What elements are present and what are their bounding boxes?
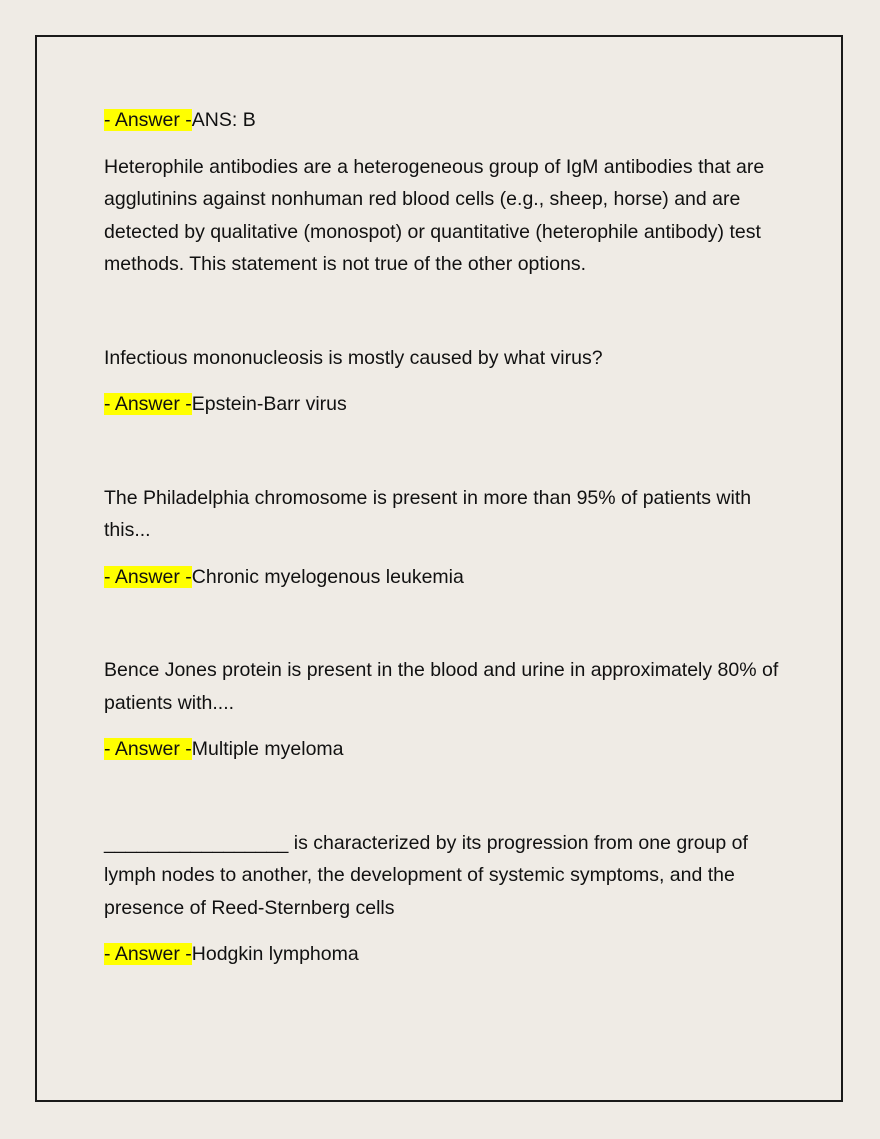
- answer-text: Epstein-Barr virus: [191, 393, 347, 415]
- answer-line: [104, 733, 784, 766]
- answer-highlight: - Answer -: [104, 738, 192, 760]
- question-text: The Philadelphia chromosome is present in more than 95% of patients with this...: [104, 486, 752, 541]
- answer-highlight: - Answer -: [104, 943, 192, 965]
- answer-highlight: - Answer -: [104, 565, 192, 588]
- document-content: [104, 104, 784, 971]
- question-text: Bence Jones protein is present in the blood and urine in approximately 80% of patients with....: [104, 659, 779, 714]
- answer-text: Multiple myeloma: [191, 738, 344, 760]
- answer-text: Chronic myelogenous leukemia: [191, 565, 464, 588]
- answer-line: [104, 938, 784, 971]
- answer-text: ANS: B: [191, 109, 256, 131]
- answer-highlight: - Answer -: [104, 109, 192, 131]
- answer-line: [104, 104, 784, 137]
- answer-text: Hodgkin lymphoma: [191, 943, 359, 965]
- answer-line: [104, 388, 784, 421]
- answer-line: [104, 561, 784, 594]
- answer-explanation: Heterophile antibodies are a heterogeneous group of IgM antibodies that are agglutinins against nonhuman red blood cells (e.g., sheep, horse) and are detected by qualitative (monospot) or quantitative (heterophile antibody) test methods. This statement is not true of the other options.: [104, 155, 765, 275]
- answer-highlight: - Answer -: [104, 393, 192, 415]
- question-text: _________________ is characterized by its progression from one group of lymph nodes to another, the development of systemic symptoms, and the presence of Reed-Sternberg cells: [104, 831, 748, 919]
- question-text: Infectious mononucleosis is mostly caused by what virus?: [104, 346, 603, 369]
